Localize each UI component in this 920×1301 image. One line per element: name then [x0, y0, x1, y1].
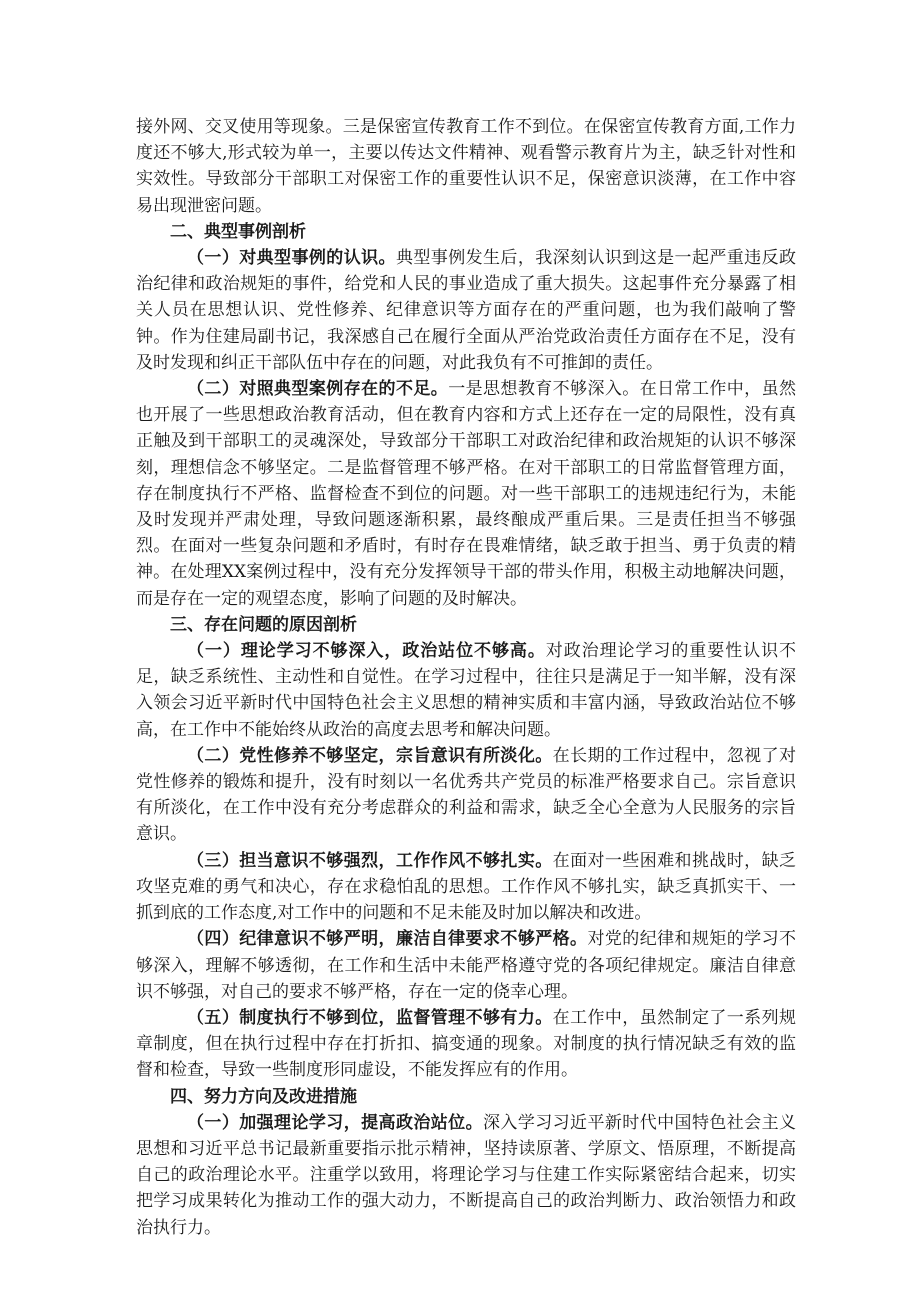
section-heading: 二、典型事例剖析 [170, 221, 306, 242]
section-heading: 四、努力方向及改进措施 [170, 1086, 357, 1107]
paragraph-lead: （二）对照典型案例存在的不足。 [187, 379, 449, 400]
paragraph-lead: （四）纪律意识不够严明，廉洁自律要求不够严格。 [187, 929, 588, 950]
paragraph: （三）担当意识不够强烈，工作作风不够扎实。在面对一些困难和挑战时，缺乏攻坚克难的勇气和决心，存在求稳怕乱的思想。工作作风不够扎实，缺乏真抓实干、一抓到底的工作态度,对工作中的问题和不足未能及时加以解决和改进。 [136, 850, 797, 924]
paragraph-lead: （三）担当意识不够强烈，工作作风不够扎实。 [187, 850, 553, 871]
paragraph: （二）党性修养不够坚定，宗旨意识有所淡化。在长期的工作过程中，忽视了对党性修养的锻炼和提升，没有时刻以一名优秀共产党员的标准严格要求自己。宗旨意识有所淡化，在工作中没有充分考虑群众的利益和需求，缺乏全心全意为人民服务的宗旨意识。 [136, 745, 797, 845]
paragraph-lead: （一）加强理论学习，提高政治站位。 [187, 1112, 483, 1133]
paragraph: （一）理论学习不够深入，政治站位不够高。对政治理论学习的重要性认识不足，缺乏系统性、主动性和自觉性。在学习过程中，往往只是满足于一知半解，没有深入领会习近平新时代中国特色社会主义思想的精神实质和丰富内涵，导致政治站位不够高，在工作中不能始终从政治的高度去思考和解决问题。 [136, 641, 797, 740]
paragraph: （二）对照典型案例存在的不足。一是思想教育不够深入。在日常工作中，虽然也开展了一些思想政治教育活动，但在教育内容和方式上还存在一定的局限性，没有真正触及到干部职工的灵魂深处，导致部分干部职工对政治纪律和政治规矩的认识不够深刻，理想信念不够坚定。二是监督管理不够严格。在对干部职工的日常监督管理方面，存在制度执行不严格、监督检查不到位的问题。对一些干部职工的违规违纪行为，未能及时发现并严肃处理，导致问题逐渐积累，最终酿成严重后果。三是责任担当不够强烈。在面对一些复杂问题和矛盾时，有时存在畏难情绪，缺乏敢于担当、勇于负责的精神。在处理XX案例过程中，没有充分发挥领导干部的带头作用，积极主动地解决问题，而是存在一定的观望态度，影响了问题的及时解决。 [136, 379, 797, 609]
paragraph: （四）纪律意识不够严明，廉洁自律要求不够严格。对党的纪律和规矩的学习不够深入，理解不够透彻，在工作和生活中未能严格遵守党的各项纪律规定。廉洁自律意识不够强，对自己的要求不够严格，存在一定的侥幸心理。 [136, 929, 797, 1002]
document-body [136, 114, 796, 1241]
paragraph-lead: （一）对典型事例的认识。 [187, 248, 396, 269]
paragraph: （一）加强理论学习，提高政治站位。深入学习习近平新时代中国特色社会主义思想和习近平总书记最新重要指示批示精神，坚持读原著、学原文、悟原理，不断提高自己的政治理论水平。注重学以致用，将理论学习与住建工作实际紧密结合起来，切实把学习成果转化为推动工作的强大动力，不断提高自己的政治判断力、政治领悟力和政治执行力。 [136, 1112, 796, 1238]
paragraph-lead: （五）制度执行不够到位，监督管理不够有力。 [187, 1007, 553, 1028]
paragraph: （五）制度执行不够到位，监督管理不够有力。在工作中，虽然制定了一系列规章制度，但在执行过程中存在打折扣、搞变通的现象。对制度的执行情况缺乏有效的监督和检查，导致一些制度形同虚设，不能发挥应有的作用。 [136, 1007, 797, 1081]
section-heading: 三、存在问题的原因剖析 [170, 614, 357, 635]
paragraph-lead: （一）理论学习不够深入，政治站位不够高。 [187, 641, 546, 662]
paragraph: 接外网、交叉使用等现象。三是保密宣传教育工作不到位。在保密宣传教育方面,工作力度还不够大,形式较为单一，主要以传达文件精神、观看警示教育片为主，缺乏针对性和实效性。导致部分干部职工对保密工作的重要性认识不足，保密意识淡薄，在工作中容易出现泄密问题。 [136, 117, 796, 216]
paragraph-lead: （二）党性修养不够坚定，宗旨意识有所淡化。 [187, 745, 553, 766]
paragraph: （一）对典型事例的认识。典型事例发生后，我深刻认识到这是一起严重违反政治纪律和政治规矩的事件，给党和人民的事业造成了重大损失。这起事件充分暴露了相关人员在思想认识、党性修养、纪律意识等方面存在的严重问题，也为我们敲响了警钟。作为住建局副书记，我深感自己在履行全面从严治党政治责任方面存在不足，没有及时发现和纠正干部队伍中存在的问题，对此我负有不可推卸的责任。 [136, 248, 797, 373]
